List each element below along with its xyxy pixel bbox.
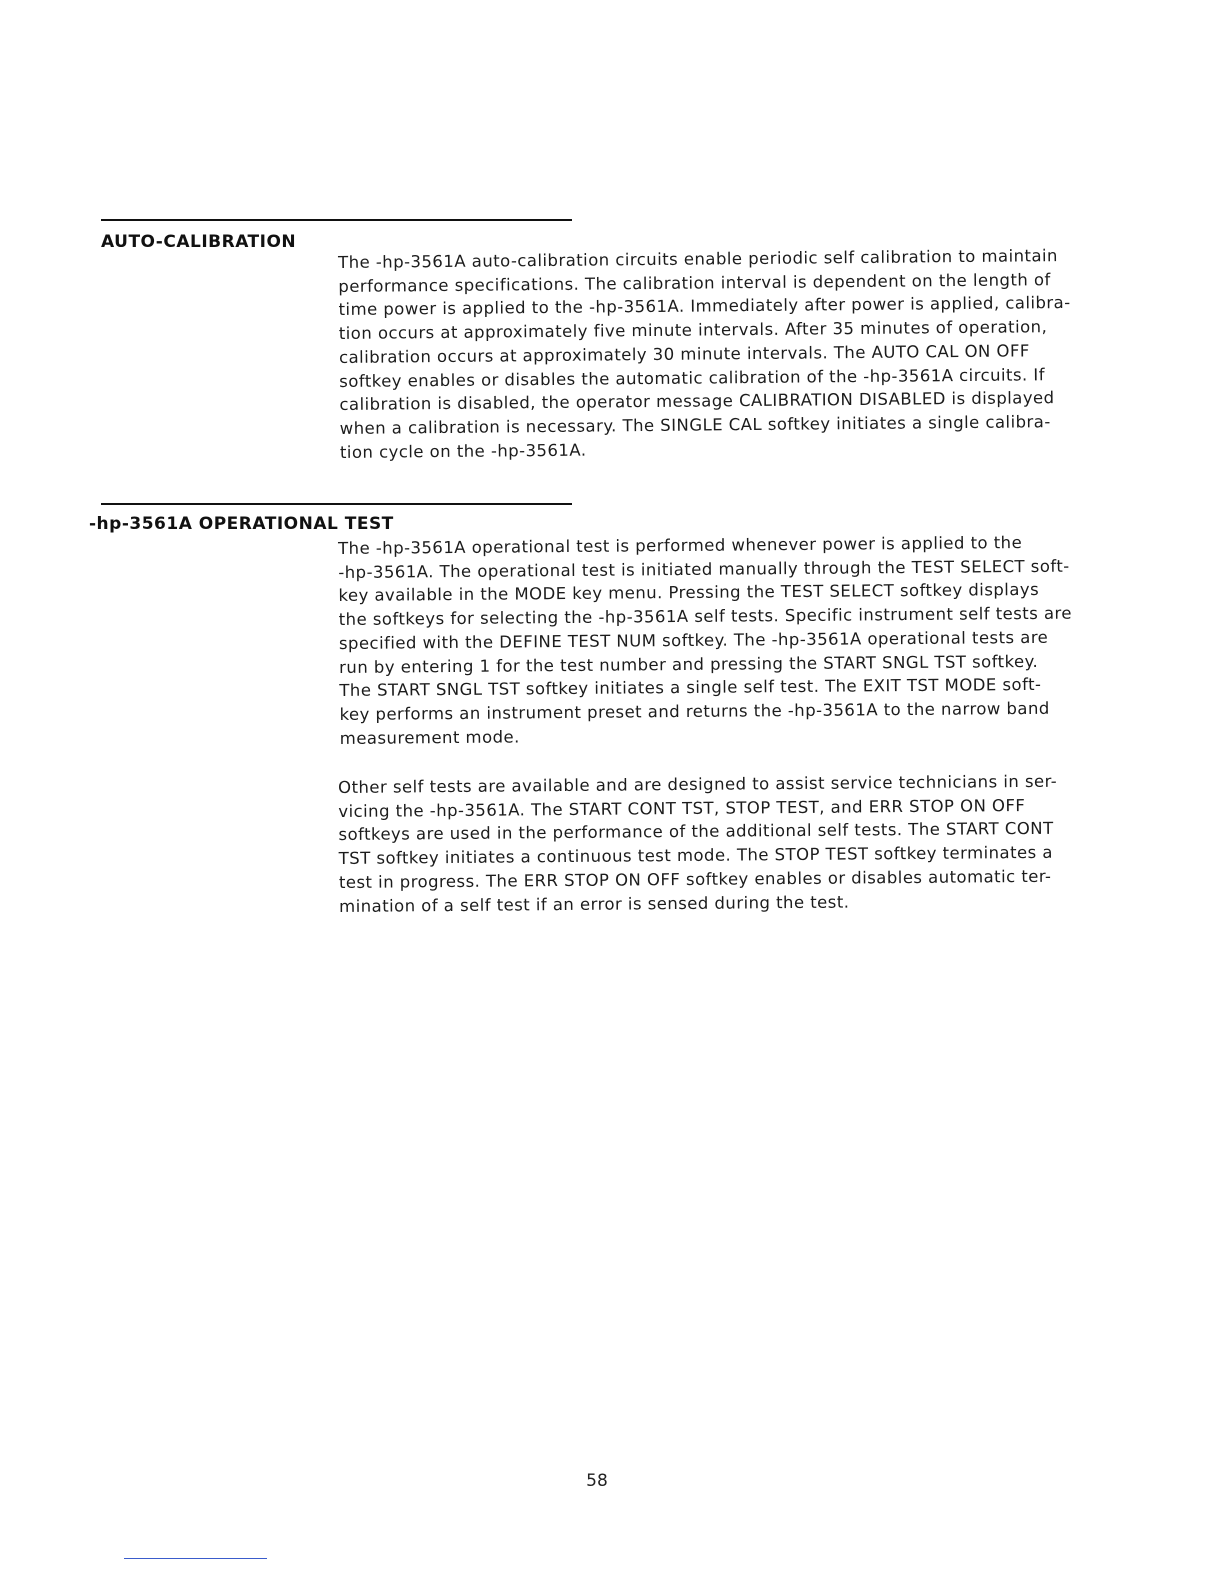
text-line: performance specifications. The calibration interval is dependent on the length of	[338, 269, 1051, 296]
text-line: when a calibration is necessary. The SINGLE CAL softkey initiates a single calibra-	[339, 412, 1051, 438]
footer-underline	[124, 1558, 267, 1559]
text-line: tion cycle on the -hp-3561A.	[339, 440, 587, 462]
text-line: specified with the DEFINE TEST NUM softkey. The -hp-3561A operational tests are	[338, 627, 1049, 653]
section-divider-operational-test	[101, 503, 572, 505]
heading-auto-calibration: AUTO-CALIBRATION	[101, 232, 297, 252]
page-number: 58	[586, 1471, 608, 1491]
text-line: calibration is disabled, the operator message CALIBRATION DISABLED is displayed	[339, 388, 1055, 415]
text-line: time power is applied to the -hp-3561A. Immediately after power is applied, calibra-	[338, 293, 1071, 320]
text-line: calibration occurs at approximately 30 minute intervals. The AUTO CAL ON OFF	[338, 341, 1030, 367]
text-line: vicing the -hp-3561A. The START CONT TST, STOP TEST, and ERR STOP ON OFF	[338, 795, 1026, 821]
text-line: softkey enables or disables the automatic calibration of the -hp-3561A circuits. If	[339, 364, 1046, 391]
text-line: the softkeys for selecting the -hp-3561A self tests. Specific instrument self tests are	[338, 603, 1073, 630]
section-divider-auto-calibration	[101, 219, 572, 221]
text-line: -hp-3561A. The operational test is initiated manually through the TEST SELECT soft-	[338, 556, 1070, 582]
text-line: key available in the MODE key menu. Pressing the TEST SELECT softkey displays	[338, 580, 1040, 606]
text-line: mination of a self test if an error is sensed during the test.	[339, 892, 850, 916]
heading-operational-test: -hp-3561A OPERATIONAL TEST	[89, 514, 394, 534]
text-line: TST softkey initiates a continuous test mode. The STOP TEST softkey terminates a	[338, 842, 1053, 869]
text-line: The START SNGL TST softkey initiates a single self test. The EXIT TST MODE soft-	[339, 675, 1042, 701]
text-line: measurement mode.	[339, 727, 520, 748]
operational-test-paragraph-2	[338, 769, 1099, 918]
text-line: run by entering 1 for the test number and pressing the START SNGL TST softkey.	[339, 651, 1039, 677]
text-line: key performs an instrument preset and returns the -hp-3561A to the narrow band	[339, 698, 1050, 724]
text-line: softkeys are used in the performance of the additional self tests. The START CONT	[338, 819, 1054, 845]
auto-calibration-paragraph	[338, 244, 1100, 465]
text-line: The -hp-3561A operational test is performed whenever power is applied to the	[338, 533, 1023, 558]
operational-test-paragraph-1	[338, 530, 1100, 750]
text-line: tion occurs at approximately five minute intervals. After 35 minutes of operation,	[338, 317, 1048, 344]
text-line: Other self tests are available and are designed to assist service technicians in ser-	[338, 771, 1058, 797]
text-line: The -hp-3561A auto-calibration circuits enable periodic self calibration to maintain	[338, 246, 1058, 272]
text-line: test in progress. The ERR STOP ON OFF softkey enables or disables automatic ter-	[338, 866, 1052, 892]
